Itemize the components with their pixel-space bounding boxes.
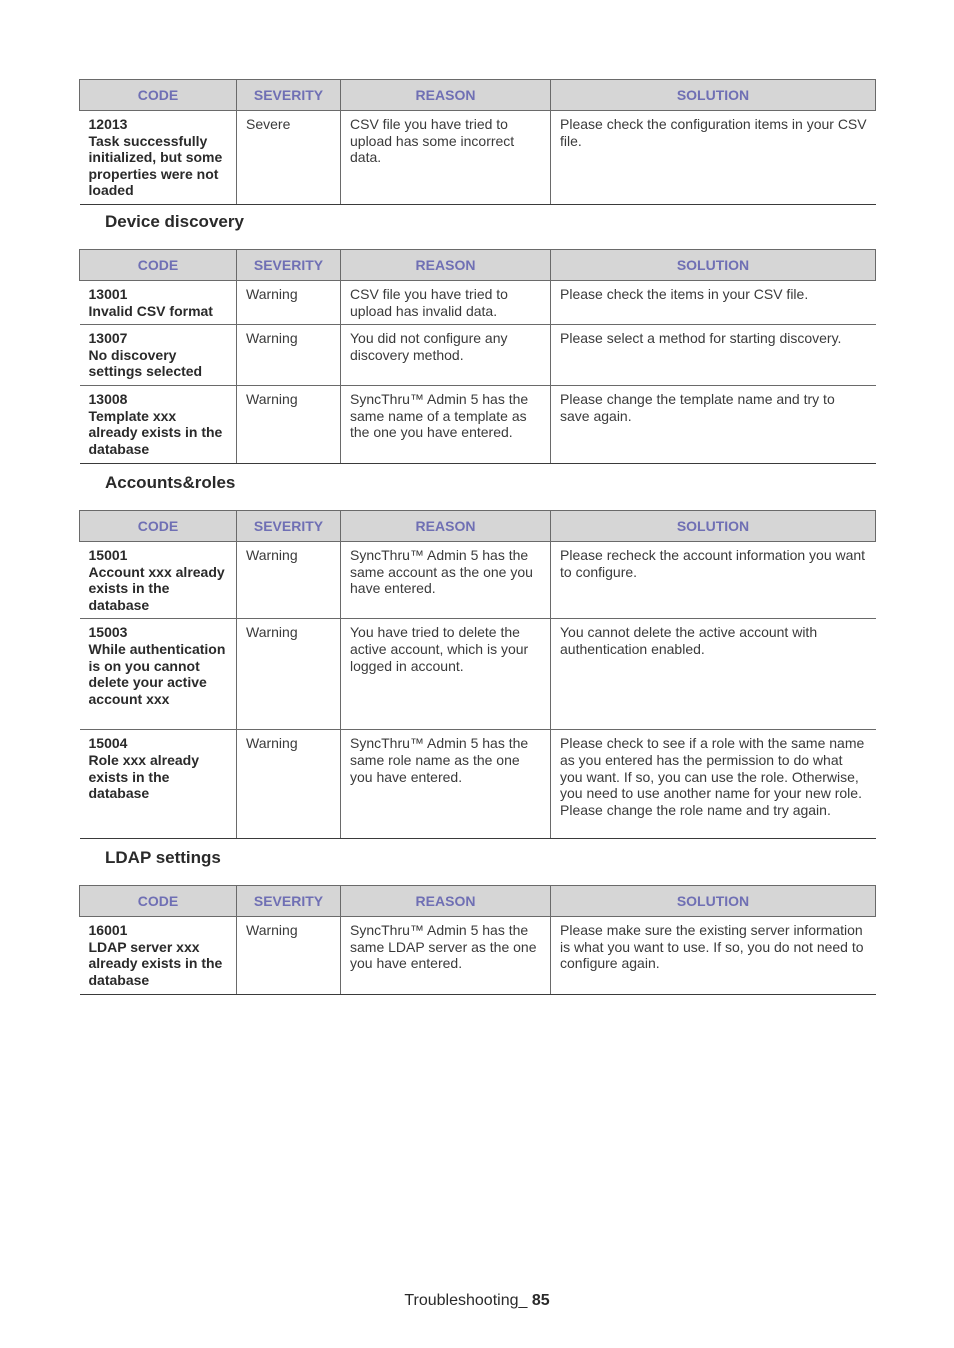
table-row — [80, 111, 876, 205]
error-title: Invalid CSV format — [88, 302, 213, 319]
header-code: CODE — [80, 250, 237, 281]
error-code: 15003 — [88, 624, 128, 641]
reason-cell: SyncThru™ Admin 5 has the same role name as the one you have entered. — [341, 730, 551, 839]
code-cell — [80, 325, 237, 386]
reason-cell: CSV file you have tried to upload has some incorrect data. — [341, 111, 551, 205]
error-code: 15004 — [88, 735, 128, 752]
header-code: CODE — [80, 886, 237, 917]
solution-cell: Please check the configuration items in your CSV file. — [551, 111, 876, 205]
table-header-row — [80, 886, 876, 917]
severity-cell: Warning — [237, 730, 341, 839]
table-row — [80, 619, 876, 730]
page-number: 85 — [531, 1292, 550, 1309]
error-title: While authentication is on you cannot delete your active account xxx — [88, 640, 226, 707]
error-title: LDAP server xxx already exists in the database — [88, 938, 223, 988]
table-header-row — [80, 80, 876, 111]
error-table-general — [79, 79, 876, 205]
error-code: 13001 — [88, 286, 128, 302]
solution-cell: Please check to see if a role with the same name as you entered has the permission to do what you want. If so, you can use the role. Otherwise, you need to use another name for your new role. Please change the role name and try again. — [551, 730, 876, 839]
header-solution: SOLUTION — [551, 80, 876, 111]
header-severity: SEVERITY — [237, 250, 341, 281]
footer-label: Troubleshooting_ — [404, 1292, 528, 1309]
reason-cell: CSV file you have tried to upload has invalid data. — [341, 281, 551, 325]
severity-cell: Warning — [237, 619, 341, 730]
header-reason: REASON — [341, 511, 551, 542]
reason-cell: You have tried to delete the active account, which is your logged in account. — [341, 619, 551, 730]
solution-cell: Please select a method for starting discovery. — [551, 325, 876, 386]
error-code: 13008 — [88, 391, 128, 408]
section-title-device-discovery: Device discovery — [105, 212, 244, 231]
severity-cell: Warning — [237, 542, 341, 619]
table-header-row — [80, 511, 876, 542]
header-solution: SOLUTION — [551, 250, 876, 281]
table-row — [80, 730, 876, 839]
header-solution: SOLUTION — [551, 886, 876, 917]
solution-cell: Please check the items in your CSV file. — [551, 281, 876, 325]
reason-cell: SyncThru™ Admin 5 has the same LDAP server as the one you have entered. — [341, 917, 551, 995]
header-severity: SEVERITY — [237, 80, 341, 111]
code-cell — [80, 386, 237, 464]
error-title: Role xxx already exists in the database — [88, 751, 200, 802]
solution-cell: Please recheck the account information you want to configure. — [551, 542, 876, 619]
severity-cell: Warning — [237, 917, 341, 995]
severity-cell: Warning — [237, 386, 341, 464]
code-cell — [80, 619, 237, 730]
error-code: 16001 — [88, 922, 128, 938]
code-cell — [80, 542, 237, 619]
solution-cell: Please make sure the existing server information is what you want to use. If so, you do not need to configure again. — [551, 917, 876, 995]
error-code: 12013 — [88, 116, 128, 132]
table-row — [80, 281, 876, 325]
reason-cell: SyncThru™ Admin 5 has the same account as the one you have entered. — [341, 542, 551, 619]
reason-cell: You did not configure any discovery method. — [341, 325, 551, 386]
header-reason: REASON — [341, 886, 551, 917]
code-cell — [80, 730, 237, 839]
header-severity: SEVERITY — [237, 886, 341, 917]
header-reason: REASON — [341, 80, 551, 111]
table-row — [80, 325, 876, 386]
reason-cell: SyncThru™ Admin 5 has the same name of a template as the one you have entered. — [341, 386, 551, 464]
solution-cell: Please change the template name and try to save again. — [551, 386, 876, 464]
header-code: CODE — [80, 80, 237, 111]
header-solution: SOLUTION — [551, 511, 876, 542]
table-header-row — [80, 250, 876, 281]
header-code: CODE — [80, 511, 237, 542]
error-table-ldap-settings — [79, 885, 876, 995]
error-code: 15001 — [88, 547, 128, 563]
error-table-accounts-roles — [79, 510, 876, 839]
error-code: 13007 — [88, 330, 128, 347]
header-severity: SEVERITY — [237, 511, 341, 542]
header-reason: REASON — [341, 250, 551, 281]
error-table-device-discovery — [79, 249, 876, 464]
severity-cell: Warning — [237, 325, 341, 386]
solution-cell: You cannot delete the active account with authentication enabled. — [551, 619, 876, 730]
table-row — [80, 386, 876, 464]
error-title: No discovery settings selected — [88, 346, 203, 380]
severity-cell: Warning — [237, 281, 341, 325]
error-title: Template xxx already exists in the database — [88, 407, 223, 457]
error-title: Task successfully initialized, but some properties were not loaded — [88, 132, 223, 199]
table-row — [80, 542, 876, 619]
page-footer — [0, 1292, 954, 1310]
error-title: Account xxx already exists in the database — [88, 563, 225, 613]
table-row — [80, 917, 876, 995]
code-cell — [80, 111, 237, 205]
code-cell — [80, 917, 237, 995]
section-title-accounts-roles: Accounts&roles — [105, 473, 236, 492]
severity-cell: Severe — [237, 111, 341, 205]
code-cell — [80, 281, 237, 325]
section-title-ldap-settings: LDAP settings — [105, 848, 221, 867]
